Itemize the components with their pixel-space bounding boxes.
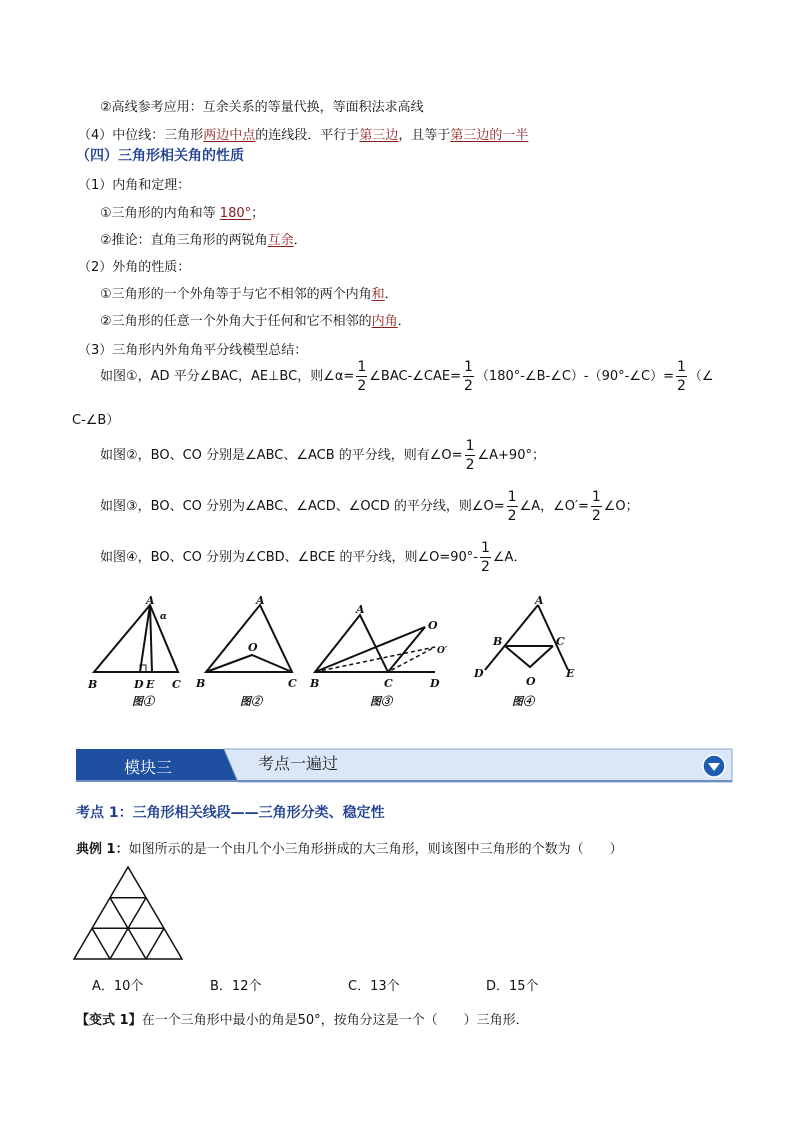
bisectors-bo-co bbox=[505, 646, 553, 667]
angle-sum-blank: 180° bbox=[219, 206, 252, 221]
f1-label-c: C bbox=[172, 678, 181, 691]
numerator: 1 bbox=[480, 540, 490, 556]
denominator: 2 bbox=[464, 378, 473, 394]
corollary-blank: 互余 bbox=[267, 233, 294, 248]
chevron-down-icon[interactable] bbox=[702, 754, 726, 778]
option-c[interactable]: C．13个 bbox=[348, 979, 400, 994]
f3-label-c: C bbox=[384, 677, 393, 690]
f3-label-o: O bbox=[428, 619, 438, 632]
text: ． bbox=[293, 233, 307, 248]
text: ∠BAC-∠CAE= bbox=[369, 369, 461, 384]
denominator: 2 bbox=[357, 378, 367, 394]
text: ①三角形的内角和等 bbox=[100, 206, 216, 221]
option-b[interactable]: B．12个 bbox=[210, 979, 262, 994]
text: ∠A，∠O′= bbox=[519, 499, 589, 514]
module-label: 模块三 bbox=[124, 758, 173, 777]
f2-label-c: C bbox=[288, 677, 297, 690]
midline-blank-1: 两边中点 bbox=[203, 128, 256, 143]
example-1 bbox=[76, 838, 623, 857]
midline-text: ，且等于 bbox=[398, 128, 451, 143]
bisector-ad bbox=[150, 605, 152, 672]
text: ①三角形的一个外角等于与它不相邻的两个内角 bbox=[100, 287, 372, 302]
f3-label-o-prime: O′ bbox=[437, 646, 448, 656]
f3-caption: 图③ bbox=[370, 695, 392, 708]
text: 如图①，AD 平分∠BAC，AE⊥BC，则∠α= bbox=[100, 369, 355, 384]
f3-label-a: A bbox=[356, 603, 365, 616]
bisector-figures bbox=[80, 594, 575, 710]
f2-caption: 图② bbox=[240, 695, 262, 708]
fraction-half bbox=[591, 490, 602, 523]
exterior-blank-2: 内角 bbox=[371, 314, 398, 329]
text: ②三角形的任意一个外角大于任何和它不相邻的 bbox=[100, 314, 372, 329]
text: ∠A． bbox=[492, 550, 527, 565]
midline-blank-3: 第三边的一半 bbox=[450, 128, 529, 143]
denominator: 2 bbox=[676, 378, 686, 394]
f4-label-e: E bbox=[566, 667, 575, 680]
f4-label-a: A bbox=[535, 594, 544, 607]
exterior-blank-1: 和 bbox=[371, 287, 385, 302]
f2-label-a: A bbox=[256, 594, 265, 607]
f4-label-c: C bbox=[556, 635, 565, 648]
text: ． bbox=[384, 287, 398, 302]
f2-label-o: O bbox=[248, 641, 258, 654]
figure-2-formula bbox=[100, 436, 545, 476]
f3-label-d: D bbox=[430, 677, 440, 690]
altitude-application: ②高线参考应用：互余关系的等量代换，等面积法求高线 bbox=[100, 100, 424, 115]
banner-background bbox=[76, 749, 732, 782]
text: ． bbox=[397, 314, 411, 329]
exterior-angle-1 bbox=[100, 283, 398, 302]
f1-label-e: E bbox=[146, 678, 155, 691]
figure-3-formula bbox=[100, 487, 639, 527]
angle-sum-theorem bbox=[100, 202, 264, 221]
f1-label-alpha: α bbox=[160, 612, 167, 622]
numerator: 1 bbox=[357, 359, 367, 375]
text: （180°-∠B-∠C）-（90°-∠C）= bbox=[475, 369, 674, 384]
text: ∠O； bbox=[603, 499, 639, 514]
text: ②推论：直角三角形的两锐角 bbox=[100, 233, 268, 248]
numerator: 1 bbox=[591, 489, 601, 505]
denominator: 2 bbox=[507, 508, 517, 524]
outer-triangle bbox=[74, 867, 182, 959]
text: （∠ bbox=[688, 369, 714, 384]
f4-label-d: D bbox=[474, 667, 484, 680]
section-4-title: （四）三角形相关角的性质 bbox=[76, 148, 244, 164]
fraction-half bbox=[480, 541, 491, 574]
variant-label: 【变式 1】 bbox=[76, 1013, 142, 1028]
text: ∠A+90°； bbox=[477, 448, 545, 463]
variant-1 bbox=[76, 1009, 529, 1028]
triangle-abc bbox=[315, 615, 388, 672]
exterior-angle-2 bbox=[100, 310, 411, 329]
text: ； bbox=[251, 206, 265, 221]
fraction-half bbox=[465, 439, 476, 472]
module-banner bbox=[76, 749, 732, 782]
figure-4-formula bbox=[100, 538, 526, 578]
grid-line bbox=[92, 928, 110, 959]
denominator: 2 bbox=[591, 508, 601, 524]
figure-1-formula-cont: C-∠B） bbox=[72, 413, 120, 428]
figure-1-formula bbox=[100, 357, 714, 397]
grid-line bbox=[146, 928, 164, 959]
text: 如图②，BO、CO 分别是∠ABC、∠ACB 的平分线，则有∠O= bbox=[100, 448, 463, 463]
midline-text: （4）中位线：三角形 bbox=[78, 128, 204, 143]
f1-caption: 图① bbox=[132, 695, 154, 708]
numerator: 1 bbox=[464, 359, 473, 375]
midline-text: 的连线段．平行于 bbox=[255, 128, 360, 143]
exterior-angle-title: （2）外角的性质： bbox=[78, 260, 191, 275]
f1-label-a: A bbox=[146, 594, 155, 607]
text: 如图③，BO、CO 分别为∠ABC、∠ACD、∠OCD 的平分线，则∠O= bbox=[100, 499, 505, 514]
numerator: 1 bbox=[507, 489, 517, 505]
bisector-title: （3）三角形内外角角平分线模型总结： bbox=[78, 343, 308, 358]
angle-sum-title: （1）内角和定理： bbox=[78, 178, 191, 193]
denominator: 2 bbox=[480, 559, 490, 575]
fraction-half bbox=[463, 360, 474, 393]
f1-label-b: B bbox=[88, 678, 98, 691]
example-text: 如图所示的是一个由几个小三角形拼成的大三角形，则该图中三角形的个数为（ ） bbox=[128, 842, 623, 857]
triangle-grid-figure bbox=[70, 864, 186, 962]
variant-text: 在一个三角形中最小的角是50°，按角分这是一个（ ）三角形． bbox=[141, 1013, 529, 1028]
f4-label-b: B bbox=[493, 635, 503, 648]
f2-label-b: B bbox=[196, 677, 206, 690]
midline-definition bbox=[78, 124, 528, 143]
fraction-half bbox=[356, 360, 367, 393]
option-a[interactable]: A．10个 bbox=[92, 979, 144, 994]
keypoint-1-title: 考点 1：三角形相关线段——三角形分类、稳定性 bbox=[76, 805, 385, 821]
f1-label-d: D bbox=[134, 678, 144, 691]
text: 如图④，BO、CO 分别为∠CBD、∠BCE 的平分线，则∠O=90°- bbox=[100, 550, 478, 565]
fraction-half bbox=[676, 360, 687, 393]
midline-blank-2: 第三边 bbox=[359, 128, 399, 143]
triangle-abc bbox=[206, 605, 292, 672]
corollary bbox=[100, 229, 307, 248]
figure-2-diagram bbox=[206, 605, 292, 672]
f4-caption: 图④ bbox=[512, 695, 534, 708]
numerator: 1 bbox=[465, 438, 475, 454]
f3-label-b: B bbox=[310, 677, 320, 690]
figure-3-diagram bbox=[315, 615, 435, 672]
denominator: 2 bbox=[465, 457, 475, 473]
fraction-half bbox=[507, 490, 518, 523]
option-d[interactable]: D．15个 bbox=[486, 979, 539, 994]
numerator: 1 bbox=[676, 359, 686, 375]
f4-label-o: O bbox=[526, 675, 536, 688]
module-title: 考点一遍过 bbox=[258, 754, 339, 773]
example-label: 典例 1： bbox=[76, 842, 129, 857]
